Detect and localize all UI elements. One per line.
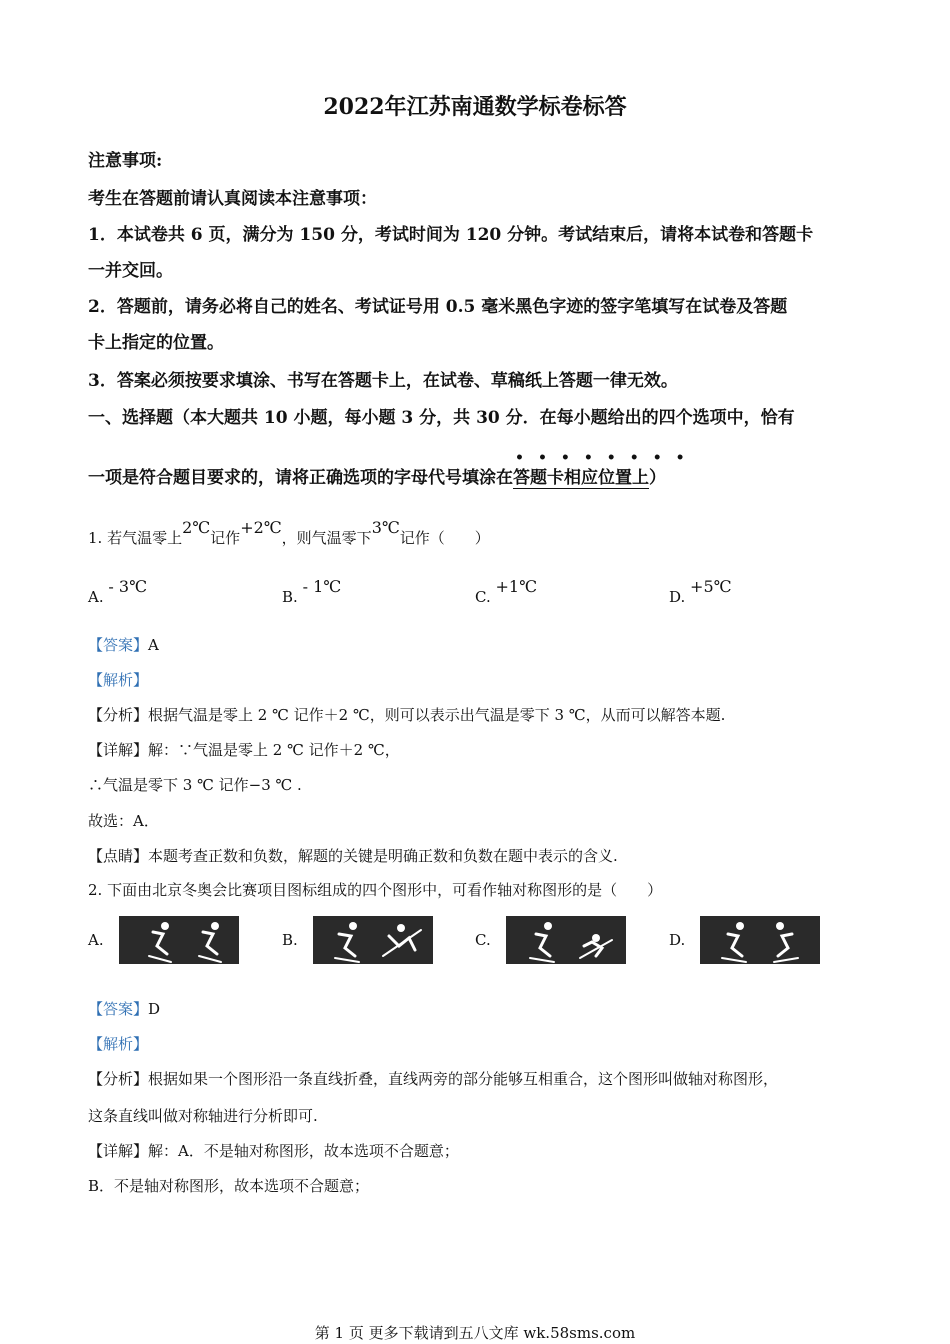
q1-stem-part3: ，则气温零下 <box>281 529 372 547</box>
notice-item-1b: 一并交回。 <box>88 261 173 281</box>
q2-analysis-tag: 【解析】 <box>88 1035 149 1053</box>
q1-value-2: +2℃ <box>240 518 282 537</box>
q2-option-c[interactable] <box>475 916 626 964</box>
q2-option-a-label: A. <box>88 931 104 949</box>
notice-item-2b: 卡上指定的位置。 <box>88 333 224 353</box>
q1-option-a[interactable]: A. - 3℃ <box>88 577 147 606</box>
ski-pictogram-pair-c-icon <box>506 916 626 964</box>
notice-intro: 考生在答题前请认真阅读本注意事项： <box>88 189 377 209</box>
ski-pictogram-pair-d-icon <box>700 916 820 964</box>
q1-answer <box>88 634 159 655</box>
q2-option-a[interactable] <box>88 916 239 964</box>
q1-stem <box>88 518 490 548</box>
q2-option-d-label: D. <box>669 931 686 949</box>
q1-stem-part1: 1. 若气温零上 <box>88 529 183 547</box>
q1-stem-part4: 记作（ ） <box>399 529 490 547</box>
section1-line2 <box>88 450 699 488</box>
notice-item-1a: 1．本试卷共 6 页，满分为 150 分，考试时间为 120 分钟。考试结束后，请将本试卷和答题卡 <box>88 225 814 245</box>
q1-option-d[interactable]: D. +5℃ <box>669 577 732 606</box>
q1-option-c-value: +1℃ <box>495 577 537 596</box>
q1-option-d-value: +5℃ <box>690 577 732 596</box>
q1-xiangjie-2: ∴气温是零下 3 ℃ 记作−3 ℃ . <box>88 776 302 794</box>
q1-fenxi: 【分析】根据气温是零上 2 ℃ 记作＋2 ℃，则可以表示出气温是零下 3 ℃，从而可以解答本题. <box>88 706 726 724</box>
q2-fenxi-1: 【分析】根据如果一个图形沿一条直线折叠，直线两旁的部分能够互相重合，这个图形叫做轴对称图形， <box>88 1070 779 1088</box>
q1-option-b[interactable]: B. - 1℃ <box>282 577 342 606</box>
section1-line2-pre: 一项是符合题目要求的，请将正确选项的字母代号填涂在 <box>88 468 513 488</box>
q1-answer-value: A <box>148 636 159 654</box>
section1-line2-post: ） <box>649 468 666 488</box>
answer-tag: 【答案】 <box>88 1000 149 1018</box>
page-footer: 第 1 页 更多下载请到五八文库 wk.58sms.com <box>314 1324 636 1342</box>
section1-line1: 一、选择题（本大题共 10 小题，每小题 3 分，共 30 分．在每小题给出的四个选项中，恰有 <box>88 408 795 428</box>
notice-item-2a: 2．答题前，请务必将自己的姓名、考试证号用 0.5 毫米黑色字迹的签字笔填写在试卷及答题 <box>88 297 788 317</box>
q2-answer-value: D <box>148 1000 161 1018</box>
q1-xiangjie-1: 【详解】解：∵气温是零上 2 ℃ 记作＋2 ℃， <box>88 741 400 759</box>
q2-xiangjie-2: B．不是轴对称图形，故本选项不合题意； <box>88 1177 370 1195</box>
q1-dianjing: 【点睛】本题考查正数和负数，解题的关键是明确正数和负数在题中表示的含义. <box>88 847 618 865</box>
emphasis-dots: •••••••• <box>515 450 699 466</box>
ski-pictogram-pair-b-icon <box>313 916 433 964</box>
q1-analysis-tag: 【解析】 <box>88 671 149 689</box>
answer-tag: 【答案】 <box>88 636 149 654</box>
q2-option-b[interactable] <box>282 916 433 964</box>
q2-option-b-label: B. <box>282 931 298 949</box>
section1-line2-emphasis: •••••••• 答题卡相应位置上 <box>513 450 699 488</box>
q1-option-a-value: - 3℃ <box>108 577 147 596</box>
q1-value-1: 2℃ <box>182 518 211 537</box>
ski-pictogram-pair-a-icon <box>119 916 239 964</box>
q2-answer <box>88 998 160 1019</box>
q2-option-c-label: C. <box>475 931 491 949</box>
q2-xiangjie-1: 【详解】解：A．不是轴对称图形，故本选项不合题意； <box>88 1142 459 1160</box>
q1-stem-part2: 记作 <box>210 529 241 547</box>
page-title: 2022年江苏南通数学标卷标答 <box>323 94 627 120</box>
q1-choose: 故选：A． <box>88 812 159 830</box>
notice-heading: 注意事项: <box>88 151 163 171</box>
notice-item-3: 3．答案必须按要求填涂、书写在答题卡上，在试卷、草稿纸上答题一律无效。 <box>88 371 678 391</box>
q2-stem: 2. 下面由北京冬奥会比赛项目图标组成的四个图形中，可看作轴对称图形的是（ ） <box>88 881 663 899</box>
q1-value-3: 3℃ <box>371 518 400 537</box>
q2-fenxi-2: 这条直线叫做对称轴进行分析即可. <box>88 1107 318 1125</box>
q2-option-d[interactable] <box>669 916 820 964</box>
q1-option-b-value: - 1℃ <box>302 577 342 596</box>
q1-option-c[interactable]: C. +1℃ <box>475 577 537 606</box>
